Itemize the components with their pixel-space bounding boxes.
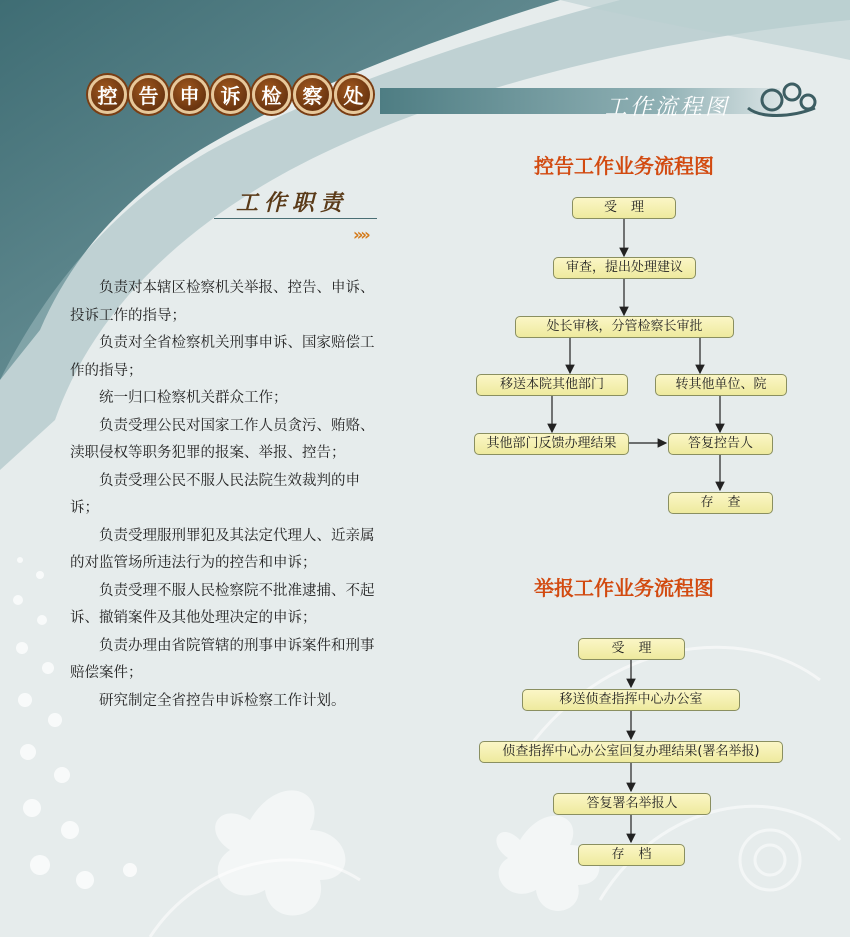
report-node-archive: 存档 xyxy=(578,844,685,866)
complaint-flow-title: 控告工作业务流程图 xyxy=(534,154,714,178)
complaint-node-archive: 存查 xyxy=(668,492,773,514)
complaint-node-accept: 受理 xyxy=(572,197,676,219)
complaint-node-approve: 处长审核，分管检察长审批 xyxy=(515,316,734,338)
duty-item: 负责受理服刑罪犯及其法定代理人、近亲属的对监管场所违法行为的控告和申诉； xyxy=(70,527,375,571)
complaint-node-feedback: 其他部门反馈办理结果 xyxy=(474,433,629,455)
report-node-accept: 受理 xyxy=(578,638,685,660)
complaint-node-reply: 答复控告人 xyxy=(668,433,773,455)
title-char-3: 诉 xyxy=(211,75,250,114)
duty-item: 研究制定全省控告申诉检察工作计划。 xyxy=(99,692,346,709)
duty-item: 负责对本辖区检察机关举报、控告、申诉、投诉工作的指导； xyxy=(70,280,375,324)
title-char-1: 告 xyxy=(129,75,168,114)
report-node-reply-reporter: 答复署名举报人 xyxy=(553,793,711,815)
duty-item: 负责受理不服人民检察院不批准逮捕、不起诉、撤销案件及其他处理决定的申诉； xyxy=(70,582,375,626)
duty-item: 负责办理由省院管辖的刑事申诉案件和刑事赔偿案件； xyxy=(70,637,375,681)
title-char-2: 申 xyxy=(170,75,209,114)
title-char-4: 检 xyxy=(252,75,291,114)
chevron-right-icon: »» xyxy=(353,225,368,244)
duty-item: 统一归口检察机关群众工作； xyxy=(99,390,288,406)
title-char-0: 控 xyxy=(88,75,127,114)
duty-item: 负责受理公民对国家工作人员贪污、贿赂、渎职侵权等职务犯罪的报案、举报、控告； xyxy=(70,417,375,461)
report-flow-title: 举报工作业务流程图 xyxy=(534,576,714,600)
duty-item: 负责受理公民不服人民法院生效裁判的申诉； xyxy=(70,472,360,516)
title-char-6: 处 xyxy=(334,75,373,114)
duties-title: 工作职责 xyxy=(236,190,349,216)
flow-chart-label: 工作流程图 xyxy=(605,95,731,120)
duty-item: 负责对全省检察机关刑事申诉、国家赔偿工作的指导； xyxy=(70,335,375,379)
complaint-node-review: 审查，提出处理建议 xyxy=(553,257,696,279)
report-node-transfer: 移送侦查指挥中心办公室 xyxy=(522,689,740,711)
complaint-node-transfer-external: 转其他单位、院 xyxy=(655,374,787,396)
complaint-node-transfer-internal: 移送本院其他部门 xyxy=(476,374,628,396)
report-node-office-reply: 侦查指挥中心办公室回复办理结果(署名举报) xyxy=(479,741,783,763)
title-char-5: 察 xyxy=(293,75,332,114)
